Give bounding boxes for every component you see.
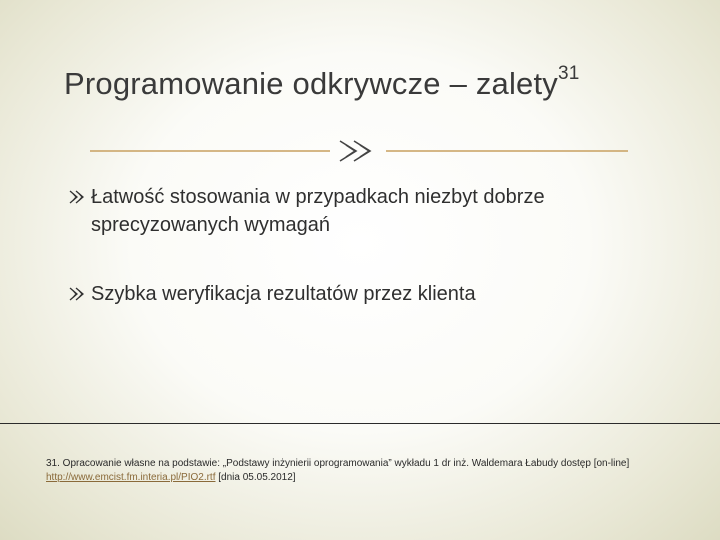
slide-title-text: Programowanie odkrywcze – zalety <box>64 66 558 101</box>
title-divider <box>90 139 628 163</box>
footnote-reference: 31 <box>558 62 580 84</box>
slide-title <box>64 62 580 102</box>
footnote-separator <box>0 423 720 424</box>
bullet-item-1 <box>68 183 651 239</box>
footnote-date: [dnia 05.05.2012] <box>215 472 296 483</box>
bullet-text: Szybka weryfikacja rezultatów przez klienta <box>91 283 476 305</box>
chevron-bullet-icon <box>68 189 86 205</box>
chevron-bullet-icon <box>68 286 86 302</box>
bullet-item-2 <box>68 280 651 308</box>
footnote-link[interactable]: http://www.emcist.fm.interia.pl/PIO2.rtf <box>46 472 216 483</box>
footnote-text: 31. Opracowanie własne na podstawie: „Podstawy inżynierii oprogramowania” wykładu 1 dr inż. Waldemara Łabudy dostęp [on-line] <box>46 458 630 469</box>
footnote <box>46 457 646 485</box>
bullet-text: Łatwość stosowania w przypadkach niezbyt dobrze sprecyzowanych wymagań <box>91 186 545 236</box>
double-chevron-ornament-icon <box>340 141 370 161</box>
